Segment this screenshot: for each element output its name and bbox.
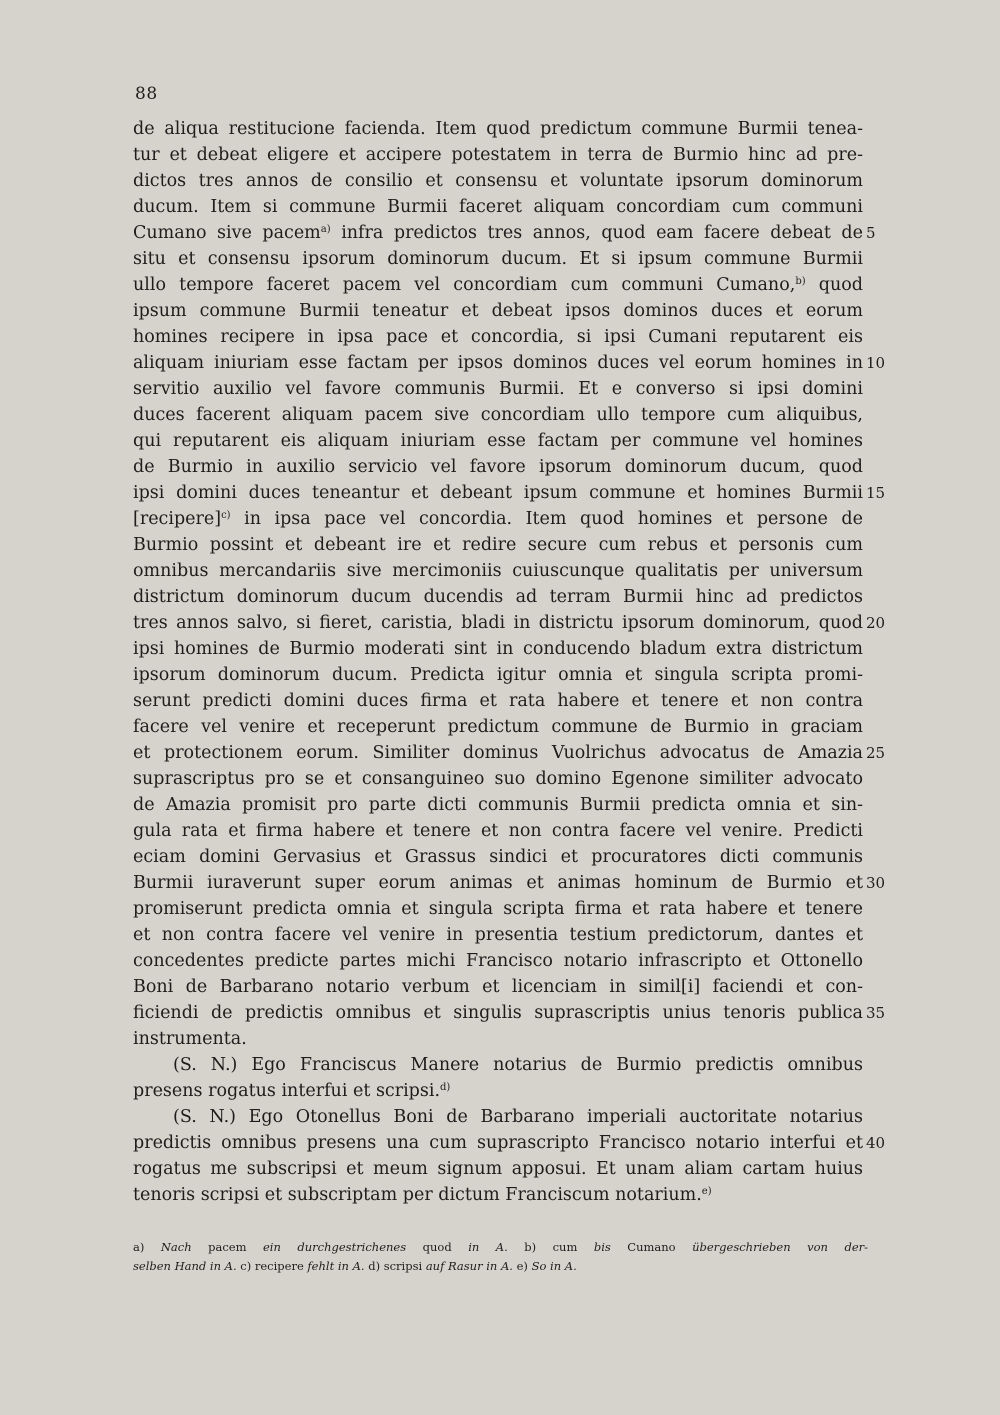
line-number: 30 bbox=[866, 874, 886, 892]
text-line bbox=[133, 194, 863, 220]
line-text: ficiendi de predictis omnibus et singulis suprascriptis unius tenoris publica bbox=[133, 1003, 863, 1023]
line-text: duces facerent aliquam pacem sive concordiam ullo tempore cum aliquibus, bbox=[133, 405, 863, 425]
line-text: ipsum commune Burmii teneatur et debeat ipsos dominos duces et eorum bbox=[133, 301, 863, 321]
footnote-segment: Cumano bbox=[610, 1240, 693, 1254]
line-number: 35 bbox=[866, 1004, 886, 1022]
footnote-segment: ein durchgestrichenes bbox=[263, 1240, 407, 1254]
text-line bbox=[133, 766, 863, 792]
line-text: omnibus mercandariis sive mercimoniis cuiuscunque qualitatis per universum bbox=[133, 561, 863, 581]
text-line bbox=[133, 506, 863, 532]
page-number: 88 bbox=[135, 84, 158, 104]
footnote-marker: d) bbox=[440, 1082, 451, 1093]
line-text: (S. N.) Ego Otonellus Boni de Barbarano imperiali auctoritate notarius bbox=[173, 1107, 863, 1127]
line-text: ducum. Item si commune Burmii faceret aliquam concordiam cum communi bbox=[133, 197, 863, 217]
text-line bbox=[133, 1104, 863, 1130]
body-text bbox=[133, 116, 886, 1208]
line-text: in ipsa pace vel concordia. Item quod homines et persone de bbox=[230, 509, 863, 529]
footnote-line bbox=[133, 1257, 868, 1276]
line-text: tres annos salvo, si fieret, caristia, bladi in districtu ipsorum dominorum, quod bbox=[133, 613, 863, 633]
line-text: de aliqua restitucione facienda. Item quod predictum commune Burmii tenea- bbox=[133, 119, 863, 139]
text-line bbox=[133, 922, 863, 948]
text-line bbox=[133, 220, 876, 246]
footnote-marker: e) bbox=[701, 1186, 712, 1197]
text-line bbox=[133, 532, 863, 558]
text-line bbox=[133, 662, 863, 688]
line-text: suprascriptus pro se et consanguineo suo domino Egenone similiter advocato bbox=[133, 769, 863, 789]
footnotes bbox=[133, 1238, 868, 1276]
line-text: qui reputarent eis aliquam iniuriam esse factam per commune vel homines bbox=[133, 431, 863, 451]
line-text: gula rata et firma habere et tenere et non contra facere vel venire. Predicti bbox=[133, 821, 863, 841]
text-line bbox=[133, 142, 863, 168]
line-text: situ et consensu ipsorum dominorum ducum. Et si ipsum commune Burmii bbox=[133, 249, 863, 269]
footnote-segment: c) recipere bbox=[236, 1259, 308, 1273]
footnote-segment: pacem bbox=[191, 1240, 263, 1254]
line-text: homines recipere in ipsa pace et concordia, si ipsi Cumani reputarent eis bbox=[133, 327, 863, 347]
text-line bbox=[133, 324, 863, 350]
text-line bbox=[133, 480, 886, 506]
footnote-segment: So in A. bbox=[531, 1259, 577, 1273]
text-line bbox=[133, 402, 863, 428]
line-text: serunt predicti domini duces firma et rata habere et tenere et non contra bbox=[133, 691, 863, 711]
text-line bbox=[133, 558, 863, 584]
line-text: tur et debeat eligere et accipere potestatem in terra de Burmio hinc ad pre- bbox=[133, 145, 863, 165]
footnote-segment: bis bbox=[593, 1240, 611, 1254]
text-line bbox=[133, 1078, 863, 1104]
line-text: quod bbox=[805, 275, 863, 295]
line-number: 25 bbox=[866, 744, 886, 762]
footnote-segment: a) bbox=[133, 1240, 161, 1254]
text-line bbox=[133, 1026, 863, 1052]
line-text: ullo tempore faceret pacem vel concordiam cum communi Cumano, bbox=[133, 275, 796, 295]
text-line bbox=[133, 168, 863, 194]
line-text: Boni de Barbarano notario verbum et licenciam in simil[i] faciendi et con- bbox=[133, 977, 863, 997]
text-line bbox=[133, 896, 863, 922]
footnote-segment: auf Rasur in A. bbox=[425, 1259, 513, 1273]
text-line bbox=[133, 1182, 863, 1208]
line-text: [recipere] bbox=[133, 509, 222, 529]
line-number: 40 bbox=[866, 1134, 886, 1152]
text-line bbox=[133, 688, 863, 714]
text-line bbox=[133, 350, 886, 376]
text-line bbox=[133, 714, 863, 740]
line-text: presens rogatus interfui et scripsi. bbox=[133, 1081, 441, 1101]
text-line bbox=[133, 792, 863, 818]
text-line bbox=[133, 298, 863, 324]
footnote-marker: c) bbox=[221, 510, 231, 521]
text-line bbox=[133, 610, 886, 636]
text-line bbox=[133, 740, 886, 766]
line-text: Cumano sive pacem bbox=[133, 223, 321, 243]
line-text: de Burmio in auxilio servicio vel favore ipsorum dominorum ducum, quod bbox=[133, 457, 863, 477]
footnote-segment: in A. bbox=[468, 1240, 508, 1254]
line-text: Burmio possint et debeant ire et redire secure cum rebus et personis cum bbox=[133, 535, 863, 555]
text-line bbox=[133, 974, 863, 1000]
line-text: (S. N.) Ego Franciscus Manere notarius de Burmio predictis omnibus bbox=[173, 1055, 863, 1075]
line-text: ipsi homines de Burmio moderati sint in conducendo bladum extra districtum bbox=[133, 639, 863, 659]
line-text: districtum dominorum ducum ducendis ad terram Burmii hinc ad predictos bbox=[133, 587, 863, 607]
line-number: 15 bbox=[866, 484, 886, 502]
footnote-marker: b) bbox=[795, 276, 806, 287]
line-text: servitio auxilio vel favore communis Burmii. Et e converso si ipsi domini bbox=[133, 379, 863, 399]
text-line bbox=[133, 948, 863, 974]
line-text: Burmii iuraverunt super eorum animas et animas hominum de Burmio et bbox=[133, 873, 863, 893]
footnote-segment: Nach bbox=[160, 1240, 192, 1254]
line-text: de Amazia promisit pro parte dicti communis Burmii predicta omnia et sin- bbox=[133, 795, 863, 815]
text-line bbox=[133, 584, 863, 610]
text-line bbox=[133, 246, 863, 272]
footnote-segment: e) bbox=[512, 1259, 532, 1273]
footnote-marker: a) bbox=[320, 224, 331, 235]
line-text: instrumenta. bbox=[133, 1029, 247, 1049]
text-line bbox=[133, 1000, 886, 1026]
line-text: aliquam iniuriam esse factam per ipsos dominos duces vel eorum homines in bbox=[133, 353, 863, 373]
footnote-line bbox=[133, 1238, 868, 1257]
footnote-segment: fehlt in A. bbox=[307, 1259, 365, 1273]
line-number: 10 bbox=[866, 354, 886, 372]
text-line bbox=[133, 376, 863, 402]
line-text: promiserunt predicta omnia et singula scripta firma et rata habere et tenere bbox=[133, 899, 863, 919]
text-line bbox=[133, 454, 863, 480]
line-text: dictos tres annos de consilio et consensu et voluntate ipsorum dominorum bbox=[133, 171, 863, 191]
text-line bbox=[133, 870, 886, 896]
text-line bbox=[133, 636, 863, 662]
line-text: et protectionem eorum. Similiter dominus Vuolrichus advocatus de Amazia bbox=[133, 743, 863, 763]
footnote-segment: quod bbox=[406, 1240, 469, 1254]
line-text: ipsorum dominorum ducum. Predicta igitur omnia et singula scripta promi- bbox=[133, 665, 863, 685]
footnote-segment: selben Hand in A. bbox=[133, 1259, 237, 1273]
line-text: facere vel venire et receperunt predictum commune de Burmio in graciam bbox=[133, 717, 863, 737]
text-line bbox=[133, 428, 863, 454]
line-text: tenoris scripsi et subscriptam per dictum Franciscum notarium. bbox=[133, 1185, 702, 1205]
text-line bbox=[133, 1052, 863, 1078]
text-line bbox=[133, 818, 863, 844]
line-text: et non contra facere vel venire in presentia testium predictorum, dantes et bbox=[133, 925, 863, 945]
text-line bbox=[133, 1130, 886, 1156]
text-line bbox=[133, 1156, 863, 1182]
text-line bbox=[133, 272, 863, 298]
line-text: predictis omnibus presens una cum suprascripto Francisco notario interfui et bbox=[133, 1133, 863, 1153]
line-text: ipsi domini duces teneantur et debeant ipsum commune et homines Burmii bbox=[133, 483, 863, 503]
text-line bbox=[133, 844, 863, 870]
footnote-segment: b) cum bbox=[507, 1240, 594, 1254]
footnote-segment: d) scripsi bbox=[364, 1259, 426, 1273]
text-line bbox=[133, 116, 863, 142]
line-text: infra predictos tres annos, quod eam facere debeat de bbox=[330, 223, 863, 243]
line-text: eciam domini Gervasius et Grassus sindici et procuratores dicti communis bbox=[133, 847, 863, 867]
footnote-segment: übergeschrieben von der- bbox=[692, 1240, 869, 1254]
line-text: concedentes predicte partes michi Francisco notario infrascripto et Ottonello bbox=[133, 951, 863, 971]
line-number: 20 bbox=[866, 614, 886, 632]
line-number: 5 bbox=[866, 224, 876, 242]
line-text: rogatus me subscripsi et meum signum apposui. Et unam aliam cartam huius bbox=[133, 1159, 863, 1179]
